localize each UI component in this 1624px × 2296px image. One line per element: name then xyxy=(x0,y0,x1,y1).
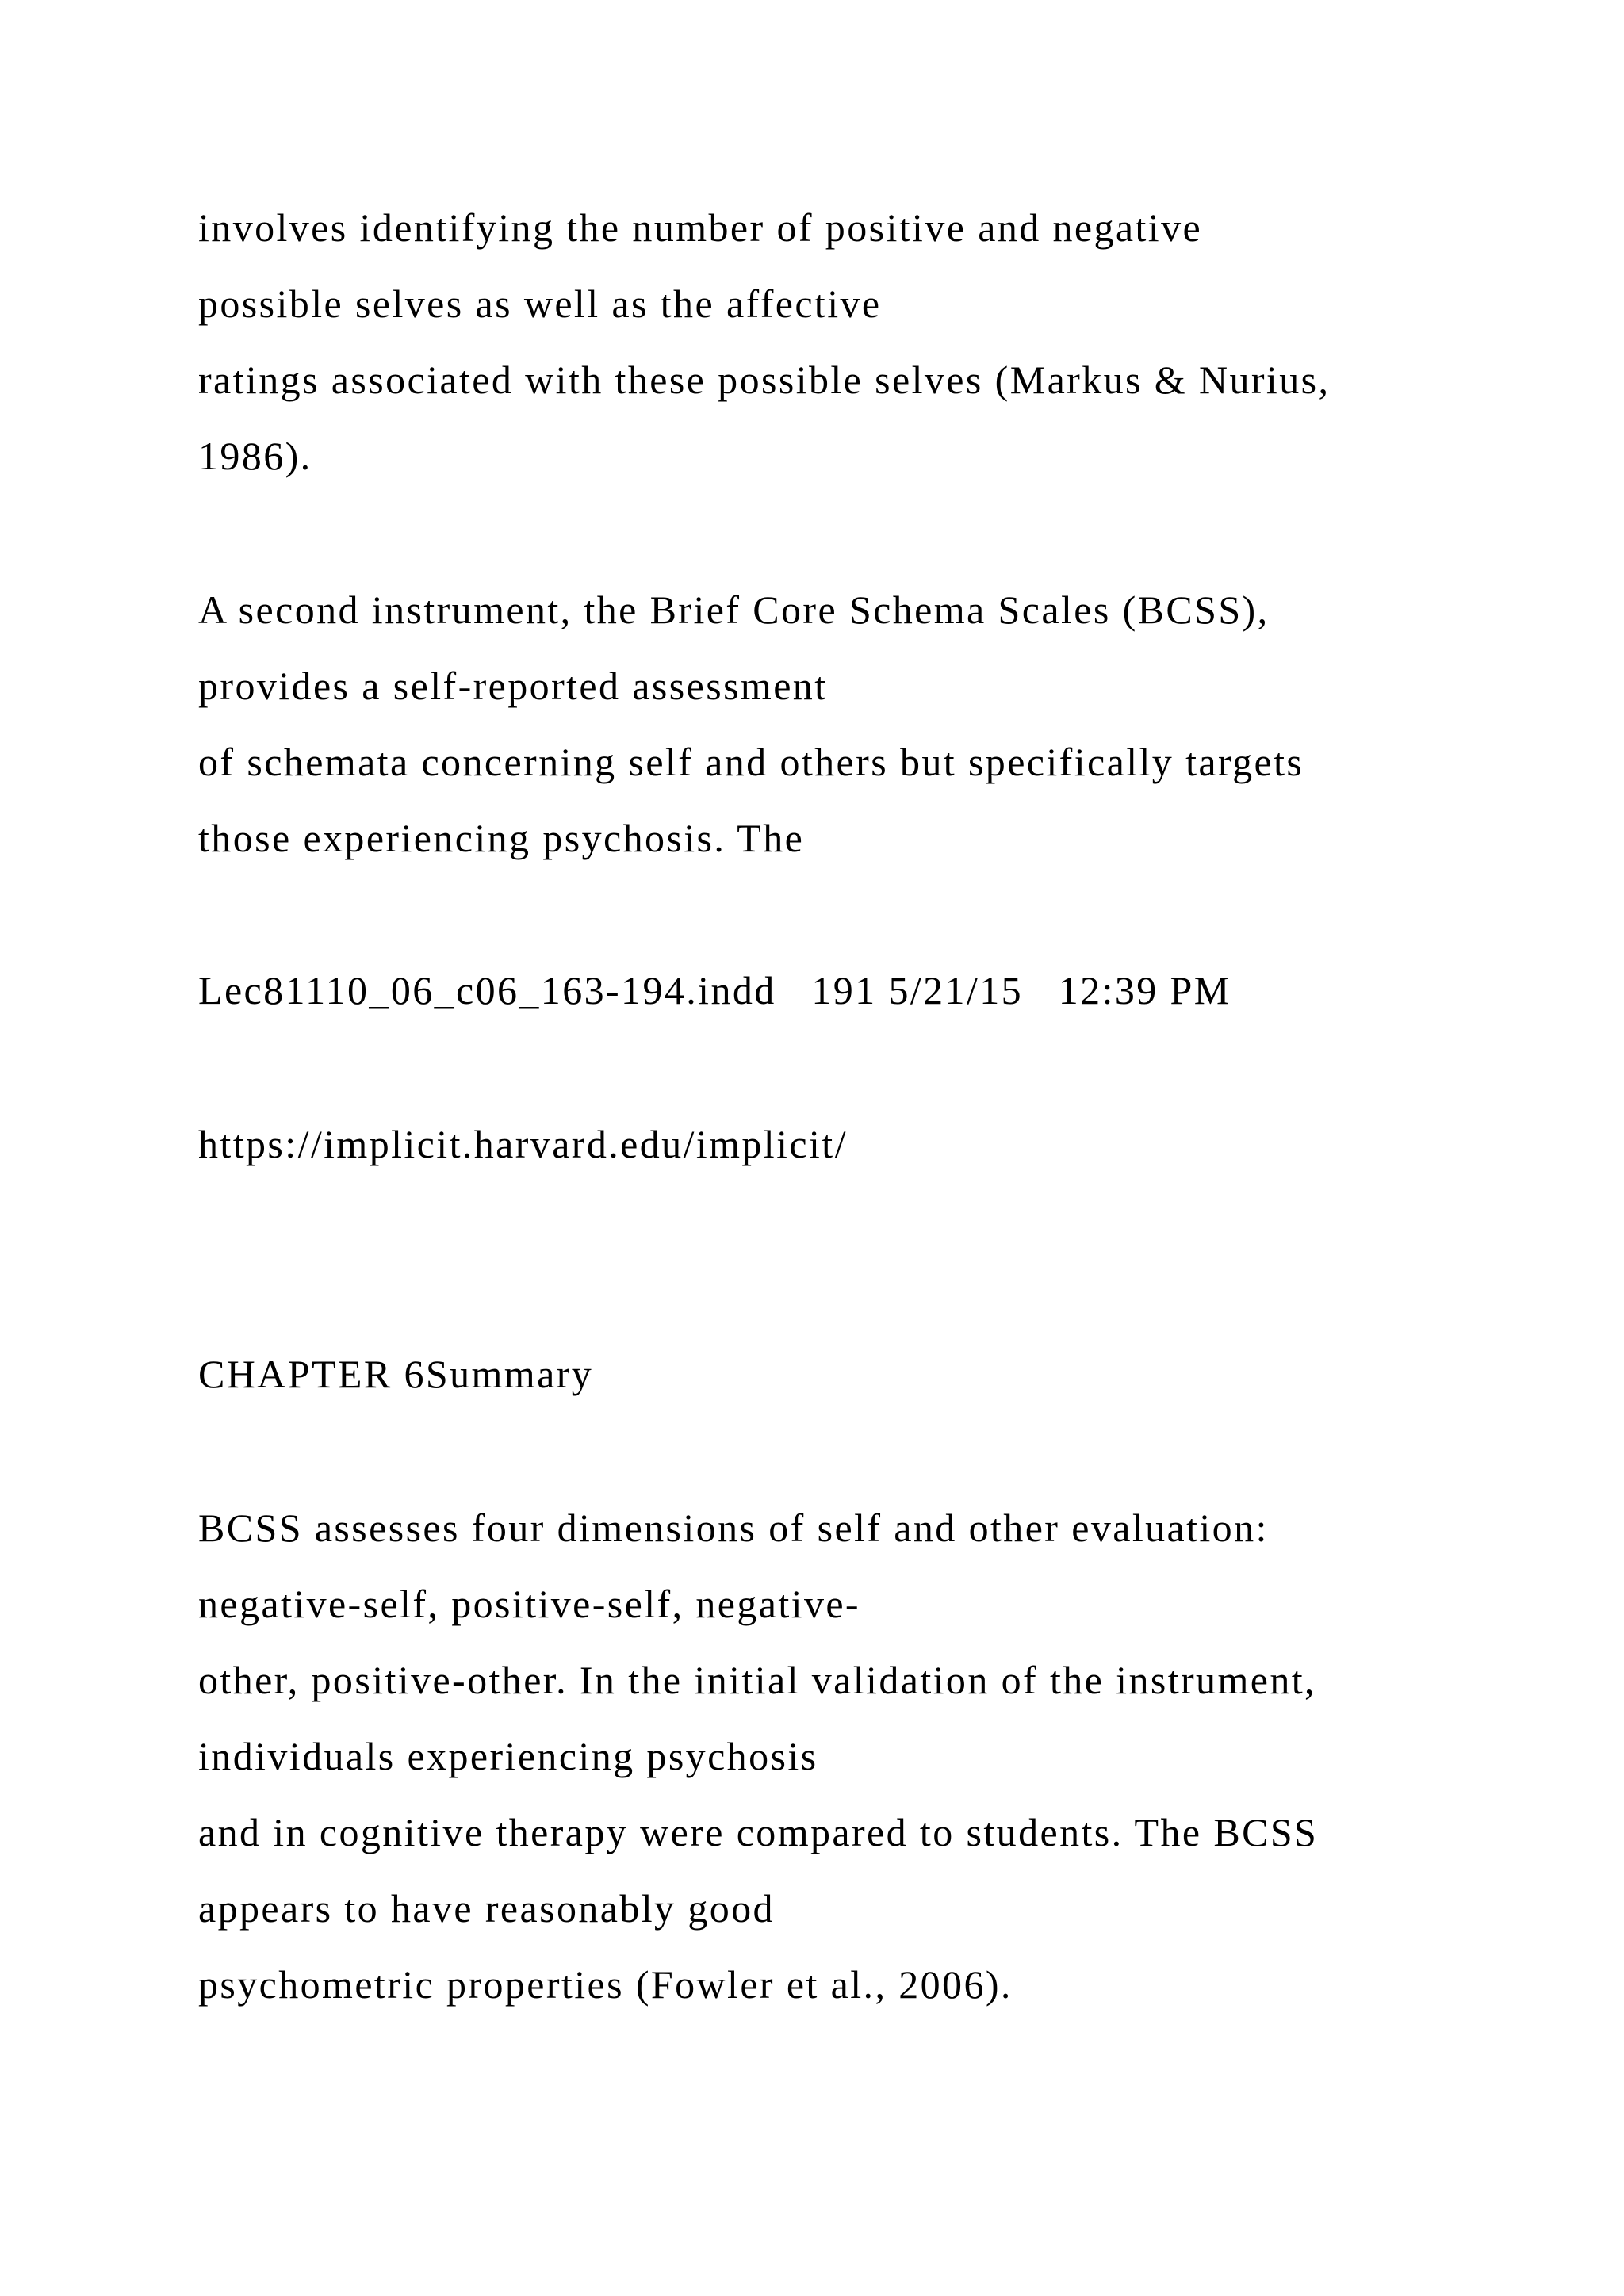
chapter-heading: CHAPTER 6Summary xyxy=(198,1352,594,1396)
paragraph-1-line-1: involves identifying the number of positive and negative xyxy=(198,205,1203,250)
paragraph-2-line-1: A second instrument, the Brief Core Schema Scales (BCSS), xyxy=(198,587,1270,632)
paragraph-2-line-4: those experiencing psychosis. The xyxy=(198,816,805,860)
paragraph-3-line-3: other, positive-other. In the initial validation of the instrument, xyxy=(198,1658,1316,1702)
paragraph-2-line-3: of schemata concerning self and others but specifically targets xyxy=(198,740,1304,784)
url-line: https://implicit.harvard.edu/implicit/ xyxy=(198,1122,848,1166)
paragraph-3-line-1: BCSS assesses four dimensions of self and other evaluation: xyxy=(198,1506,1269,1550)
paragraph-2-line-2: provides a self-reported assessment xyxy=(198,664,828,708)
paragraph-3-line-5: and in cognitive therapy were compared to students. The BCSS xyxy=(198,1810,1319,1854)
paragraph-1-line-4: 1986). xyxy=(198,434,312,478)
paragraph-3-line-4: individuals experiencing psychosis xyxy=(198,1734,818,1778)
paragraph-1-line-2: possible selves as well as the affective xyxy=(198,281,882,326)
paragraph-3-line-6: appears to have reasonably good xyxy=(198,1886,775,1931)
slug-line: Lec81110_06_c06_163-194.indd 191 5/21/15 12:39 PM xyxy=(198,968,1231,1012)
document-page xyxy=(198,0,1562,2296)
paragraph-1-line-3: ratings associated with these possible selves (Markus & Nurius, xyxy=(198,358,1331,402)
paragraph-3-line-7: psychometric properties (Fowler et al., 2006). xyxy=(198,1962,1013,2007)
paragraph-3-line-2: negative-self, positive-self, negative- xyxy=(198,1582,860,1626)
